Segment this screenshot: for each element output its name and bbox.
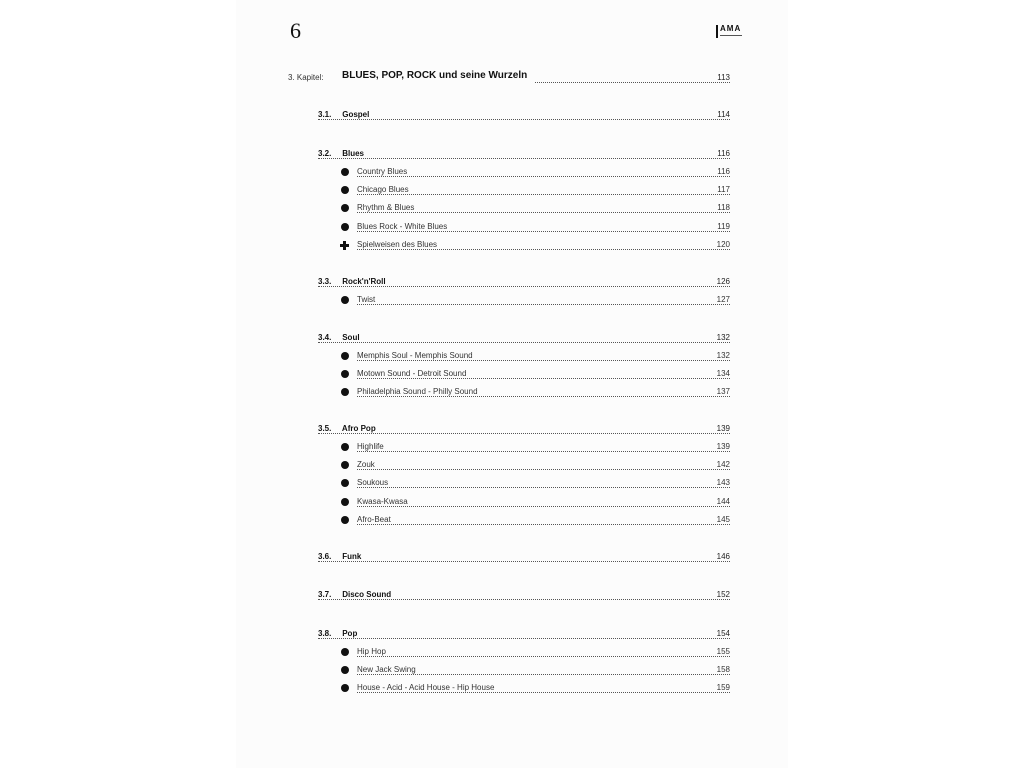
entry-title: Rhythm & Blues bbox=[357, 203, 415, 213]
page-ref: 158 bbox=[716, 665, 730, 675]
chapter-leader bbox=[535, 73, 730, 85]
page-ref: 120 bbox=[716, 239, 730, 249]
toc-entry bbox=[357, 185, 730, 197]
entry-title: Memphis Soul - Memphis Sound bbox=[357, 351, 473, 360]
section-number: 3.7. bbox=[318, 590, 332, 599]
toc-entry bbox=[357, 167, 730, 179]
bullet-icon bbox=[341, 296, 349, 304]
publisher-logo bbox=[716, 25, 742, 39]
page-ref: 126 bbox=[716, 277, 730, 286]
section-number: 3.6. bbox=[318, 552, 332, 561]
section-number: 3.2. bbox=[318, 149, 332, 158]
toc-entry bbox=[357, 515, 730, 527]
toc-section bbox=[318, 110, 730, 122]
page-ref: 132 bbox=[716, 333, 730, 342]
entry-title: New Jack Swing bbox=[357, 665, 416, 675]
chapter-title: BLUES, POP, ROCK und seine Wurzeln bbox=[342, 70, 528, 81]
page-ref: 145 bbox=[716, 514, 730, 524]
page-ref: 144 bbox=[716, 496, 730, 506]
section-title: Soul bbox=[340, 333, 360, 342]
toc-section bbox=[318, 277, 730, 289]
bullet-icon bbox=[341, 168, 349, 176]
page-ref: 117 bbox=[717, 185, 730, 195]
page-ref: 118 bbox=[717, 203, 730, 213]
toc-section bbox=[318, 333, 730, 345]
section-title: Pop bbox=[340, 629, 358, 638]
entry-title: Hip Hop bbox=[357, 647, 386, 656]
toc-section bbox=[318, 590, 730, 602]
page-ref: 155 bbox=[716, 647, 730, 656]
toc-entry bbox=[357, 295, 730, 307]
chapter-prefix: 3. Kapitel: bbox=[288, 73, 324, 82]
section-title: Gospel bbox=[340, 110, 370, 119]
section-number: 3.5. bbox=[318, 424, 332, 433]
entry-title: Twist bbox=[357, 295, 376, 304]
bullet-icon bbox=[341, 648, 349, 656]
toc-entry bbox=[357, 203, 730, 215]
entry-title: Highlife bbox=[357, 442, 384, 451]
toc-entry bbox=[357, 369, 730, 381]
entry-title: Soukous bbox=[357, 478, 389, 488]
toc-entry bbox=[357, 478, 730, 490]
entry-title: Kwasa-Kwasa bbox=[357, 496, 408, 506]
section-title: Disco Sound bbox=[340, 590, 392, 599]
entry-title: Blues Rock - White Blues bbox=[357, 221, 448, 231]
toc-entry bbox=[357, 442, 730, 454]
chapter-page: 113 bbox=[717, 73, 730, 82]
page-ref: 146 bbox=[716, 552, 730, 561]
page-ref: 139 bbox=[716, 424, 730, 433]
page-ref: 137 bbox=[716, 387, 730, 397]
bullet-icon bbox=[341, 516, 349, 524]
page-ref: 116 bbox=[717, 167, 730, 176]
toc-entry bbox=[357, 240, 730, 252]
toc-entry bbox=[357, 387, 730, 399]
section-number: 3.8. bbox=[318, 629, 332, 638]
entry-title: House - Acid - Acid House - Hip House bbox=[357, 683, 495, 693]
bullet-icon bbox=[341, 443, 349, 451]
section-number: 3.1. bbox=[318, 110, 332, 119]
plus-icon bbox=[340, 241, 349, 250]
page-ref: 116 bbox=[717, 149, 730, 158]
page-ref: 159 bbox=[716, 683, 730, 693]
bullet-icon bbox=[341, 498, 349, 506]
section-title: Afro Pop bbox=[340, 424, 376, 433]
toc-entry bbox=[357, 683, 730, 695]
entry-title: Afro-Beat bbox=[357, 514, 391, 524]
section-title: Blues bbox=[340, 149, 365, 158]
entry-title: Zouk bbox=[357, 460, 375, 470]
toc-entry bbox=[357, 647, 730, 659]
toc-entry bbox=[357, 222, 730, 234]
page-ref: 114 bbox=[717, 110, 730, 119]
toc-entry bbox=[357, 460, 730, 472]
entry-title: Motown Sound - Detroit Sound bbox=[357, 369, 467, 379]
page-ref: 154 bbox=[716, 629, 730, 638]
page-ref: 127 bbox=[716, 295, 730, 304]
page-number: 6 bbox=[290, 18, 301, 43]
toc-section bbox=[318, 629, 730, 641]
toc-section bbox=[318, 552, 730, 564]
entry-title: Country Blues bbox=[357, 167, 408, 176]
bullet-icon bbox=[341, 352, 349, 360]
page-ref: 134 bbox=[716, 369, 730, 379]
section-title: Rock'n'Roll bbox=[340, 277, 386, 286]
entry-title: Philadelphia Sound - Philly Sound bbox=[357, 387, 478, 397]
section-number: 3.3. bbox=[318, 277, 332, 286]
page-ref: 143 bbox=[716, 478, 730, 488]
toc-section bbox=[318, 424, 730, 436]
toc-entry bbox=[357, 497, 730, 509]
logo-text: AMA bbox=[720, 24, 742, 33]
entry-title: Spielweisen des Blues bbox=[357, 239, 438, 249]
page-ref: 132 bbox=[716, 351, 730, 360]
page-ref: 119 bbox=[717, 221, 730, 231]
page-ref: 142 bbox=[716, 460, 730, 470]
toc-section bbox=[318, 149, 730, 161]
toc-entry bbox=[357, 665, 730, 677]
section-number: 3.4. bbox=[318, 333, 332, 342]
page-ref: 139 bbox=[716, 442, 730, 451]
bullet-icon bbox=[341, 223, 349, 231]
chapter-heading bbox=[288, 70, 730, 86]
section-title: Funk bbox=[340, 552, 362, 561]
entry-title: Chicago Blues bbox=[357, 185, 409, 195]
toc-entry bbox=[357, 351, 730, 363]
page-ref: 152 bbox=[716, 590, 730, 599]
